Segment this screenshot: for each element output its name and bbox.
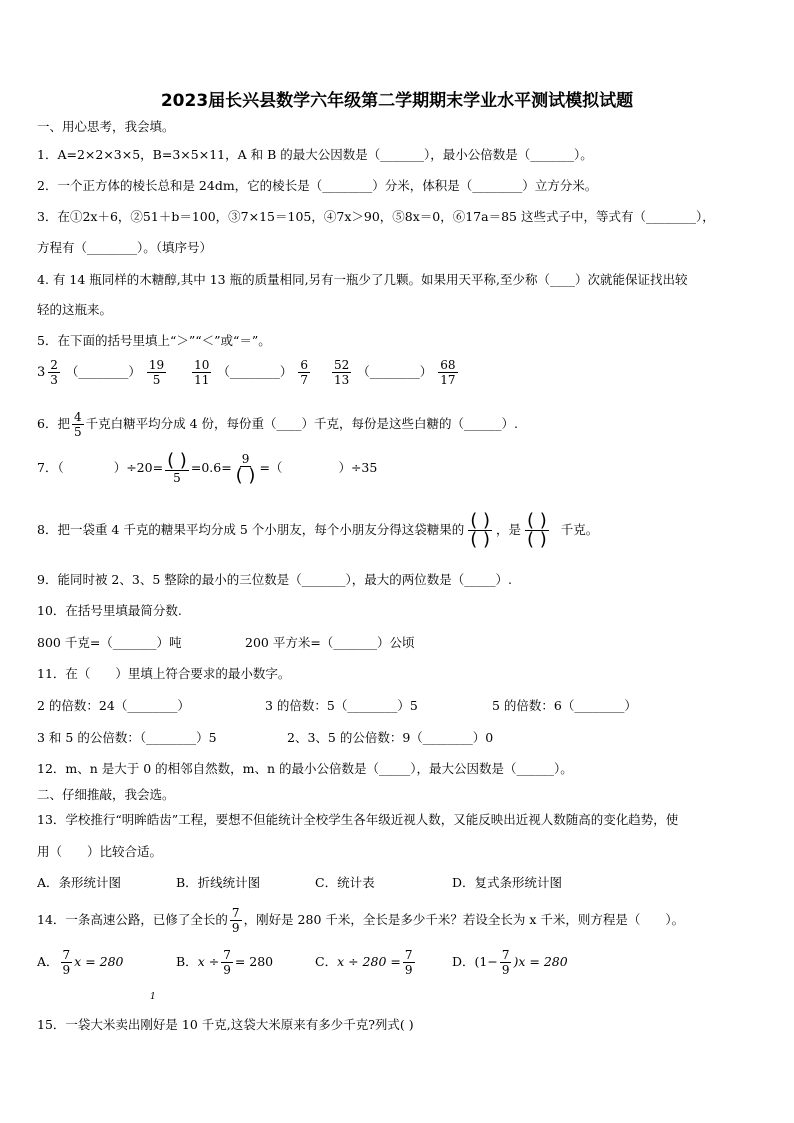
- fraction-4-5: $\frac{4}{5}$: [73, 410, 82, 439]
- compare-blank-2[interactable]: （________）: [217, 364, 293, 379]
- fraction-blank-b: ( ) ( ): [527, 510, 547, 550]
- question-9: 9．能同时被 2、3、5 整除的最小的三位数是（_______），最大的两位数是（_____）.: [37, 572, 512, 587]
- question-12: 12．m、n 是大于 0 的相邻自然数，m、n 的最小公倍数是（_____），最大公因数是（______）。: [37, 761, 573, 776]
- question-15-fraction-numerator: 1: [150, 992, 156, 1002]
- question-8: 8．把一袋重 4 千克的糖果平均分成 5 个小朋友，每个小朋友分得这袋糖果的 ( ) ( ) ，是 ( ) ( ) 千克。: [37, 510, 599, 550]
- compare-blank-1[interactable]: （________）: [65, 364, 141, 379]
- question-3-line-1: 3．在①2x＋6，②51＋b＝100，③7×15＝105，④7x＞90，⑤8x＝0，⑥17a＝85 这些式子中，等式有（________），: [37, 209, 715, 224]
- question-4-line-1: 4. 有 14 瓶同样的木糖醇,其中 13 瓶的质量相同,另有一瓶少了几颗。如果用天平称,至少称（____）次就能保证找出较: [37, 272, 688, 287]
- question-10-b: 200 平方米=（_______）公顷: [245, 635, 415, 650]
- question-3-line-2: 方程有（________）。（填序号）: [37, 240, 213, 255]
- question-14-option-b[interactable]: B．x ÷ $\frac{7}{9}$ = 280: [176, 948, 274, 977]
- question-14: 14．一条高速公路，已修了全长的 $\frac{7}{9}$ ，刚好是 280 千米，全长是多少千米？若设全长为 x 千米，则方程是（ ）。: [37, 906, 685, 935]
- question-13-line-2: 用（ ）比较合适。: [37, 844, 163, 859]
- question-11-a: 2 的倍数：24（________）: [37, 698, 190, 713]
- fraction-9-over-blank: $\frac{9}{( )}$: [235, 452, 256, 486]
- question-11-e: 2、3、5 的公倍数：9（________）0: [287, 730, 494, 745]
- question-1: 1．A=2×2×3×5，B=3×5×11，A 和 B 的最大公因数是（_______），最小公倍数是（_______）。: [37, 147, 593, 162]
- question-7: 7．（ ）÷20= $\frac{( )}{5}$ =0.6= $\frac{9}{( )}$ =（ ）÷35: [37, 450, 378, 486]
- fraction-19-5: $\frac{19}{5}$: [148, 358, 165, 387]
- question-13-option-d[interactable]: D．复式条形统计图: [452, 875, 563, 890]
- question-14-option-d[interactable]: D．(1− $\frac{7}{9}$ )x = 280: [452, 948, 568, 977]
- compare-blank-3[interactable]: （________）: [357, 364, 433, 379]
- question-4-line-2: 轻的这瓶来。: [37, 302, 113, 317]
- fraction-7-9: $\frac{7}{9}$: [231, 906, 240, 935]
- fraction-68-17: $\frac{68}{17}$: [440, 358, 456, 387]
- question-14-option-c[interactable]: C．x ÷ 280 = $\frac{7}{9}$: [315, 948, 413, 977]
- fraction-52-13: $\frac{52}{13}$: [334, 358, 350, 387]
- question-13-line-1: 13．学校推行“明眸皓齿”工程，要想不但能统计全校学生各年级近视人数，又能反映出近视人数随高的变化趋势，使: [37, 812, 679, 827]
- question-10: 10．在括号里填最简分数.: [37, 603, 182, 618]
- question-6: 6．把 $\frac{4}{5}$ 千克白糖平均分成 4 份，每份重（____）千克，每份是这些白糖的（______）.: [37, 410, 518, 439]
- question-11: 11．在（ ）里填上符合要求的最小数字。: [37, 666, 291, 681]
- question-2: 2．一个正方体的棱长总和是 24dm，它的棱长是（________）分米，体积是（________）立方分米。: [37, 178, 598, 193]
- question-11-d: 3 和 5 的公倍数：（________）5: [37, 730, 217, 745]
- mixed-number-1: 3 $\frac{2}{3}$: [37, 358, 58, 387]
- question-5-comparisons: [37, 358, 460, 387]
- question-13-option-c[interactable]: C．统计表: [315, 875, 375, 890]
- question-10-a: 800 千克=（_______）吨: [37, 635, 182, 650]
- fraction-blank-over-5: $\frac{( )}{5}$: [167, 450, 187, 485]
- fraction-blank-a: ( ) ( ): [470, 510, 491, 550]
- page-title: 2023届长兴县数学六年级第二学期期末学业水平测试模拟试题: [160, 91, 634, 111]
- question-14-option-a[interactable]: A． $\frac{7}{9}$ x = 280: [37, 948, 124, 977]
- question-11-b: 3 的倍数：5（________）5: [265, 698, 418, 713]
- question-11-c: 5 的倍数：6（________）: [492, 698, 637, 713]
- question-13-option-a[interactable]: A．条形统计图: [37, 875, 122, 890]
- question-13-option-b[interactable]: B．折线统计图: [176, 875, 261, 890]
- section-1-heading: 一、用心思考，我会填。: [37, 119, 175, 134]
- fraction-6-7: $\frac{6}{7}$: [300, 358, 309, 387]
- section-2-heading: 二、仔细推敲，我会选。: [37, 787, 175, 802]
- question-15: 15．一袋大米卖出刚好是 10 千克,这袋大米原来有多少千克?列式( ): [37, 1017, 414, 1032]
- fraction-10-11: $\frac{10}{11}$: [194, 358, 210, 387]
- question-5: 5．在下面的括号里填上“＞”“＜”或“＝”。: [37, 333, 271, 348]
